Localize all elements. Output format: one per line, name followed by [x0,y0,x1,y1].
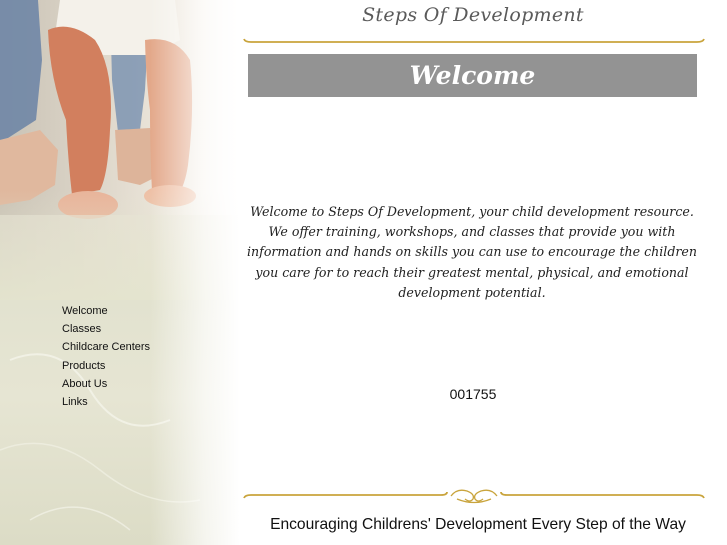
visitor-counter: 001755 [449,386,497,402]
nav-item-links[interactable]: Links [62,396,88,409]
left-panel-fade [150,0,240,545]
welcome-heading: Welcome [248,54,697,97]
nav-item-childcare-centers[interactable]: Childcare Centers [62,341,151,354]
top-gold-rule [243,36,705,46]
nav-item-classes[interactable]: Classes [62,323,102,336]
footer-tagline: Encouraging Childrens' Development Every Step of the Way [270,516,686,533]
site-title: Steps Of Development [362,4,584,26]
intro-paragraph: Welcome to Steps Of Development, your child development resource. We offer training, workshops, and classes that provide you with information and hands on skills you can use to encourage the children you care for to reach their greatest mental, physical, and emotional development potential. [247,204,697,300]
nav-item-welcome[interactable]: Welcome [62,305,108,317]
left-panel [0,0,240,545]
nav-item-about-us[interactable]: About Us [62,377,108,390]
main-nav [62,302,150,411]
scroll-ornament-icon [451,490,497,502]
bottom-ornament-rule [243,484,705,508]
nav-item-products[interactable]: Products [62,359,106,372]
